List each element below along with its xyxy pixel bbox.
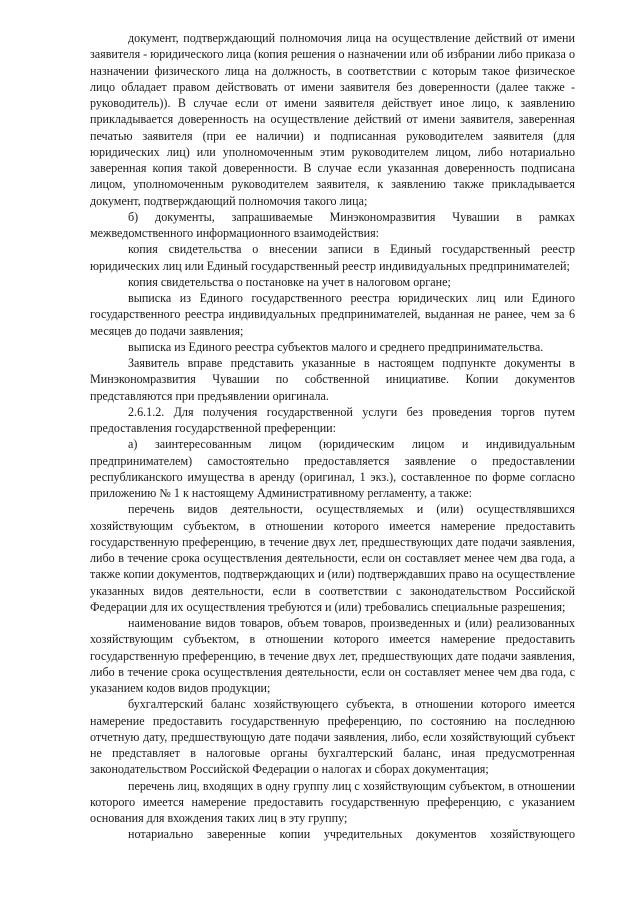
paragraph-sme-registry-extract: выписка из Единого реестра субъектов малого и среднего предпринимательства. xyxy=(128,339,544,354)
paragraph-registry-certificate: копия свидетельства о внесении записи в Единый государственный реестр юридических лиц или Единый государственный реестр индивидуальных предпринимателей; xyxy=(90,242,575,273)
paragraph-balance-sheet: бухгалтерский баланс хозяйствующего субъекта, в отношении которого имеется намерение предоставить государственную преференцию, по состоянию на последнюю отчетную дату, предшествующую дате подачи заявления, либо, если хозяйствующий субъект не представляет в налоговые органы бухгалтерский баланс, иная предусмотренная законодательством Российской Федерации о налогах и сборах документация; xyxy=(90,697,575,777)
paragraph-tax-registration: копия свидетельства о постановке на учет в налоговом органе; xyxy=(128,274,451,289)
paragraph-section-2-6-1-2: 2.6.1.2. Для получения государственной услуги без проведения торгов путем предоставления государственной преференции: xyxy=(90,404,575,435)
paragraph-authority-document: документ, подтверждающий полномочия лица на осуществление действий от имени заявителя - юридического лица (копия решения о назначении или об избрании либо приказа о назначении физического лица на должность, в соответствии с которым такое физическое лицо обладает правом действовать от имени заявителя без доверенности (далее также - руководитель)). В случае если от имени заявителя действует иное лицо, к заявлению прикладывается доверенность на осуществление действий от имени заявителя, заверенная печатью заявителя (при ее наличии) и подписанная руководителем заявителя (для юридических лиц) или уполномоченным этим руководителем лицом, либо нотариально заверенная копия такой доверенности. В случае если указанная доверенность подписана лицом, уполномоченным руководителем заявителя, к заявлению также прикладывается документ, подтверждающий полномочия такого лица; xyxy=(90,31,575,208)
paragraph-goods-names: наименование видов товаров, объем товаров, произведенных и (или) реализованных хозяйствующим субъектом, в отношении которого имеется намерение предоставить государственную преференцию, в течение двух лет, предшествующих дате подачи заявления, либо в течение срока осуществления деятельности, если он составляет менее чем два года, с указанием кодов видов продукции; xyxy=(90,616,575,695)
paragraph-a-application: а) заинтересованным лицом (юридическим лицом и индивидуальным предпринимателем) самостоятельно предоставляется заявление о предоставлении республиканского имущества в аренду (оригинал, 1 экз.), составленное по форме согласно приложению № 1 к настоящему Административному регламенту, а также: xyxy=(90,437,575,500)
document-page xyxy=(90,30,575,843)
paragraph-group-persons-list: перечень лиц, входящих в одну группу лиц с хозяйствующим субъектом, в отношении которого имеется намерение предоставить государственную преференцию, с указанием основания для вхождения таких лиц в эту группу; xyxy=(90,778,575,825)
paragraph-registry-extract: выписка из Единого государственного реестра юридических лиц или Единого государственного реестра индивидуальных предпринимателей, выданная не ранее, чем за 6 месяцев до подачи заявления; xyxy=(90,291,575,338)
paragraph-applicant-may-submit: Заявитель вправе представить указанные в настоящем подпункте документы в Минэкономразвития Чувашии по собственной инициативе. Копии документов представляются при предъявлении оригинала. xyxy=(90,356,575,403)
paragraph-b-documents-requested: б) документы, запрашиваемые Минэкономразвития Чувашии в рамках межведомственного информационного взаимодействия: xyxy=(90,209,575,240)
paragraph-notarized-copies: нотариально заверенные копии учредительных документов хозяйствующего xyxy=(128,827,575,842)
paragraph-activity-list: перечень видов деятельности, осуществляемых и (или) осуществлявшихся хозяйствующим субъектом, в отношении которого имеется намерение предоставить государственную преференцию, в течение двух лет, предшествующих дате подачи заявления, либо в течение срока осуществления деятельности, если он составляет менее чем два года, а также копии документов, подтверждающих и (или) подтверждавших право на осуществление указанных видов деятельности, если в соответствии с законодательством Российской Федерации для их осуществления требуются и (или) требовались специальные разрешения; xyxy=(90,502,575,614)
